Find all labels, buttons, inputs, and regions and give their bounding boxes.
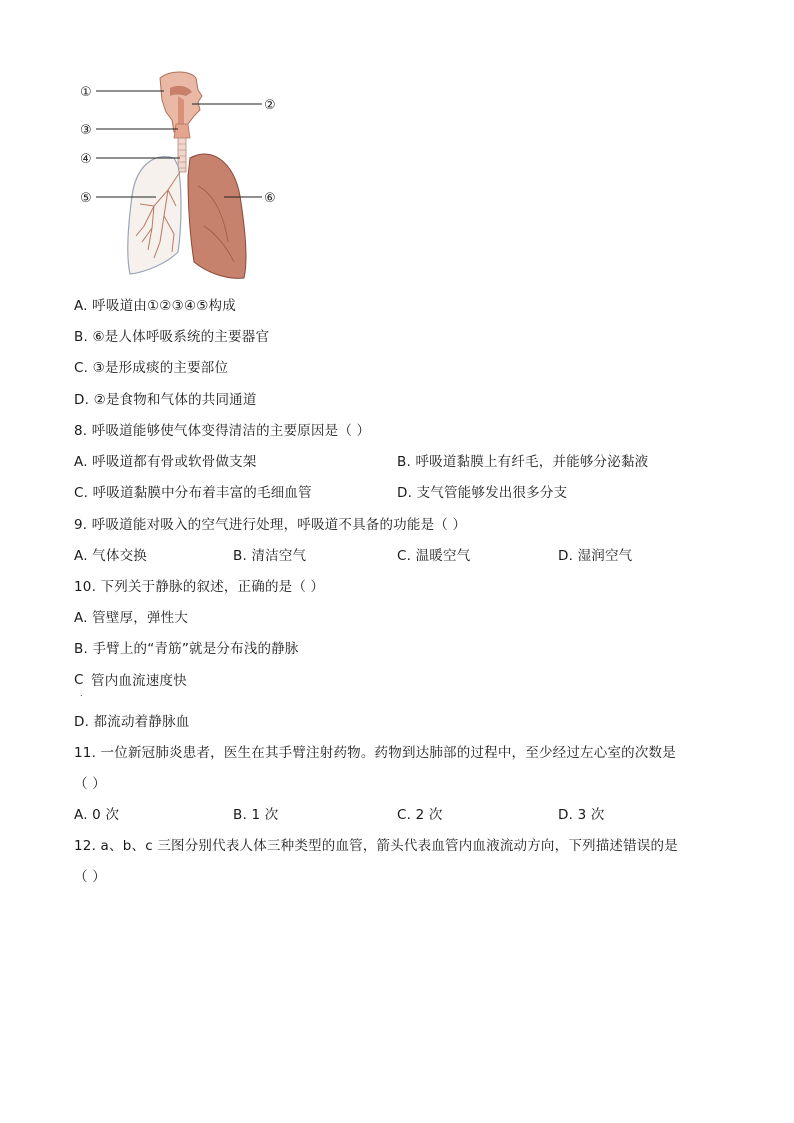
- q10-option-c-text: 管内血流速度快: [91, 673, 187, 689]
- q11-option-a: A. 0 次: [74, 807, 120, 823]
- q11-paren: （ ）: [74, 776, 106, 792]
- q10-option-c-letter: C: [74, 672, 84, 688]
- q8-option-b: B. 呼吸道黏膜上有纤毛，并能够分泌黏液: [397, 454, 649, 470]
- trachea: [178, 138, 186, 172]
- q10-option-c-dot: .: [80, 689, 83, 698]
- q8-option-c: C. 呼吸道黏膜中分布着丰富的毛细血管: [74, 485, 312, 501]
- label-6: ⑥: [264, 191, 276, 206]
- label-4: ④: [80, 152, 92, 167]
- q9-stem: 9. 呼吸道能对吸入的空气进行处理，呼吸道不具备的功能是（ ）: [74, 517, 467, 533]
- q9-option-d: D. 湿润空气: [558, 548, 633, 564]
- respiratory-system-figure: [74, 66, 294, 286]
- q9-option-c: C. 温暖空气: [397, 548, 471, 564]
- q9-option-a: A. 气体交换: [74, 548, 147, 564]
- label-3: ③: [80, 123, 92, 138]
- q11-stem: 11. 一位新冠肺炎患者，医生在其手臂注射药物。药物到达肺部的过程中，至少经过左心室的次数是: [74, 745, 676, 761]
- larynx: [174, 124, 190, 138]
- q12-paren: （ ）: [74, 869, 106, 885]
- q7-option-a: A. 呼吸道由①②③④⑤构成: [74, 298, 236, 314]
- q7-option-c: C. ③是形成痰的主要部位: [74, 360, 229, 376]
- respiratory-diagram: [74, 66, 294, 286]
- q10-stem: 10. 下列关于静脉的叙述，正确的是（ ）: [74, 579, 325, 595]
- q10-option-d: D. 都流动着静脉血: [74, 714, 190, 730]
- q8-stem: 8. 呼吸道能够使气体变得清洁的主要原因是（ ）: [74, 423, 371, 439]
- right-lung: [188, 154, 246, 278]
- label-5: ⑤: [80, 191, 92, 206]
- label-1: ①: [80, 85, 92, 100]
- q11-option-c: C. 2 次: [397, 807, 443, 823]
- q8-option-d: D. 支气管能够发出很多分支: [397, 485, 568, 501]
- q10-option-a: A. 管壁厚，弹性大: [74, 610, 189, 626]
- q7-option-d: D. ②是食物和气体的共同通道: [74, 392, 257, 408]
- q11-option-b: B. 1 次: [233, 807, 279, 823]
- q12-stem: 12. a、b、c 三图分别代表人体三种类型的血管，箭头代表血管内血液流动方向，下列描述错误的是: [74, 838, 678, 854]
- q9-option-b: B. 清洁空气: [233, 548, 307, 564]
- label-2: ②: [264, 98, 276, 113]
- q11-option-d: D. 3 次: [558, 807, 605, 823]
- q8-option-a: A. 呼吸道都有骨或软骨做支架: [74, 454, 257, 470]
- q10-option-b: B. 手臂上的“青筋”就是分布浅的静脉: [74, 641, 299, 657]
- q7-option-b: B. ⑥是人体呼吸系统的主要器官: [74, 329, 270, 345]
- pharynx: [178, 96, 184, 126]
